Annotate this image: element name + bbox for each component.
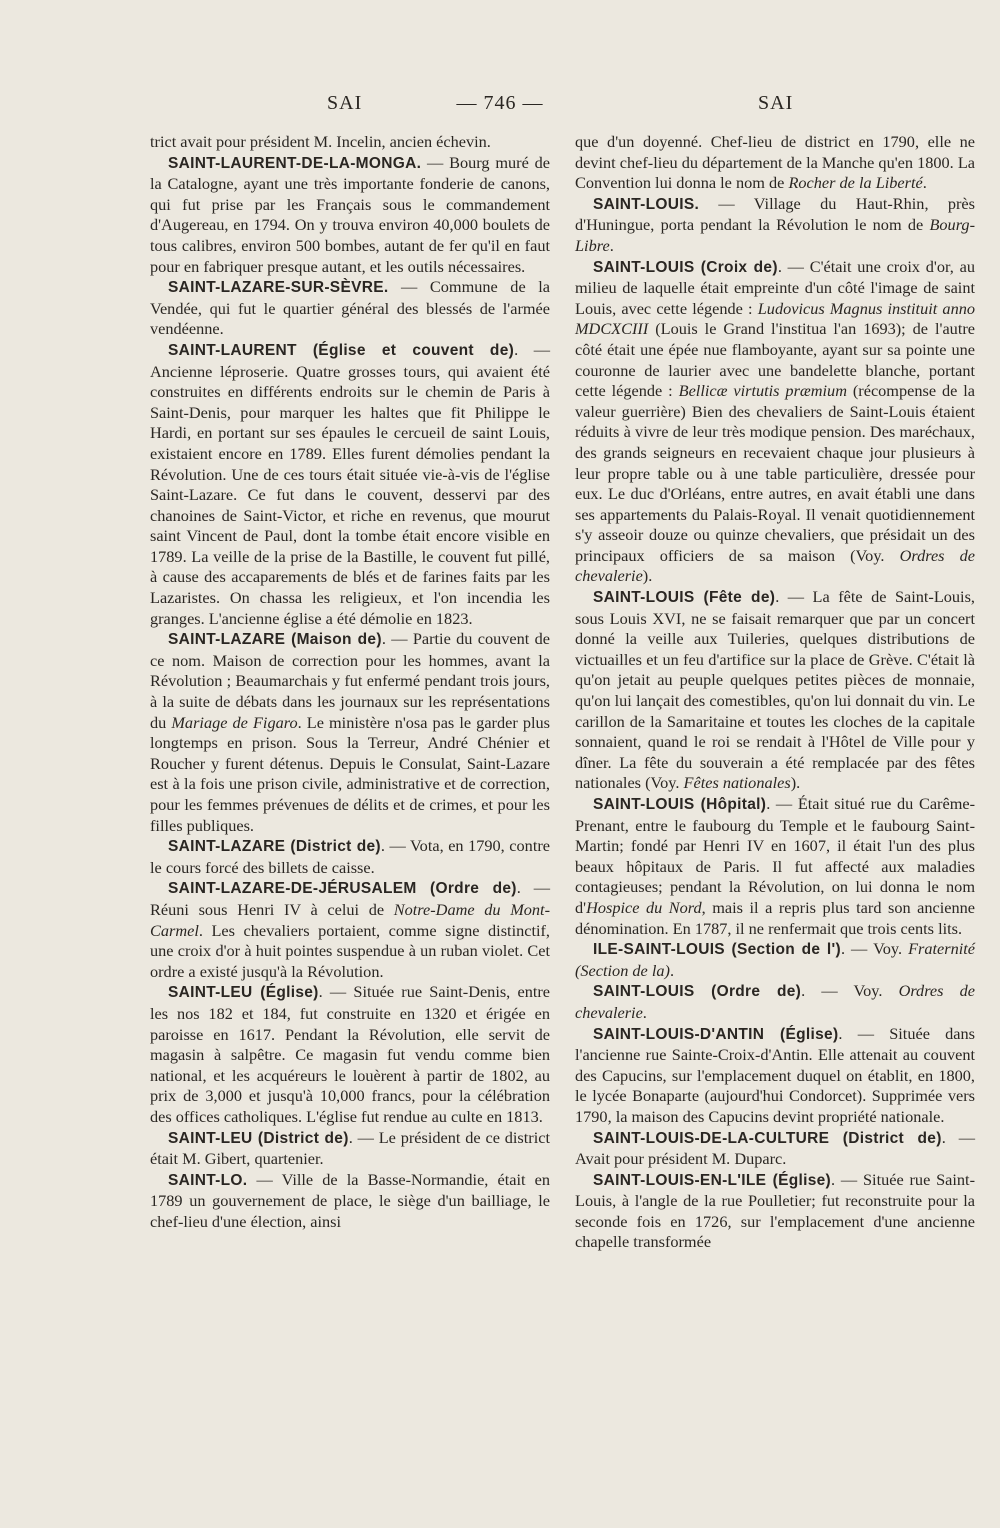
- italic-reference: Fraternité (Section de la): [575, 939, 975, 980]
- entry-headword: SAINT-LOUIS.: [593, 195, 700, 213]
- dictionary-entry: [575, 257, 975, 588]
- dictionary-entry: [150, 277, 550, 340]
- entry-text: . — C'était une croix d'or, au milieu de laquelle était empreinte d'un côté l'image de saint Louis, avec cette légende :: [575, 256, 975, 318]
- entry-text: . — Ancienne léproserie. Quatre grosses tours, qui avaient été construites en différents endroits sur le chemin de Paris à Saint-Denis, pour marquer les haltes que fit Philippe le Hardi, en portant sur ses épaules le cercueil de saint Louis, existaient encore en 1789. Elles furent démolies pendant la Révolution. Une de ces tours était située vie-à-vis de l'église Saint-Lazare. Ce fut dans le couvent, desservi par des chanoines de Saint-Victor, et riche en revenus, que mourut saint Vincent de Paul, dont la tombe était encore visible en 1789. La veille de la prise de la Bastille, le couvent fut pillé, à cause des accaparements de blés et de farines faits par les Lazaristes. On chassa les religieux, et l'on incendia les granges. L'ancienne église a été démolie en 1823.: [150, 339, 550, 628]
- entry-text: que d'un doyenné. Chef-lieu de district en 1790, elle ne devint chef-lieu du département de la Manche qu'en 1800. La Convention lui donna le nom de: [575, 132, 975, 193]
- entry-text: ).: [642, 566, 653, 586]
- italic-reference: Ordres de chevalerie: [575, 981, 975, 1022]
- entry-headword: ILE-SAINT-LOUIS (Section de l'): [593, 941, 841, 959]
- italic-reference: Ludovicus Magnus instituit anno MDCXCIII: [575, 298, 975, 339]
- italic-reference: Bourg-Libre: [575, 215, 975, 255]
- running-header: [0, 92, 1000, 122]
- entry-text: trict avait pour président M. Incelin, ancien échevin.: [150, 132, 491, 151]
- dictionary-entry: [575, 939, 975, 981]
- italic-reference: Mariage de Figaro: [171, 712, 298, 732]
- dictionary-entry: [150, 836, 550, 878]
- entry-headword: SAINT-LAZARE (Maison de): [168, 631, 382, 649]
- entry-text: . — Voy.: [801, 981, 899, 1001]
- entry-text: — Village du Haut-Rhin, près d'Huningue, porta pendant la Révolution le nom de: [575, 193, 975, 235]
- header-left-keyword: SAI: [327, 92, 363, 114]
- dictionary-entry: [150, 1170, 550, 1233]
- dictionary-entry: [575, 1024, 975, 1128]
- entry-headword: SAINT-LOUIS (Fête de): [593, 589, 776, 607]
- dictionary-entry: [575, 194, 975, 257]
- entry-headword: SAINT-LAZARE-SUR-SÈVRE.: [168, 279, 389, 297]
- entry-headword: SAINT-LAZARE-DE-JÉRUSALEM (Ordre de): [168, 880, 517, 898]
- entry-headword: SAINT-LAURENT-DE-LA-MONGA.: [168, 154, 422, 172]
- entry-headword: SAINT-LAZARE (District de): [168, 838, 381, 856]
- entry-headword: SAINT-LEU (District de): [168, 1129, 349, 1147]
- dictionary-entry: [575, 1128, 975, 1170]
- italic-reference: Bellicæ virtutis præmium: [678, 381, 847, 401]
- entry-text: . — La fête de Saint-Louis, sous Louis XVI, ne se faisait remarquer que par un concert donné la veille aux Tuileries, quelques distributions de victuailles et un feu d'artifice sur la place de Grève. C'était là qu'on jetait au peuple quelques petites pièces de monnaie, qu'on lui lançait des comestibles, qu'on lui donnait du vin. Le carillon de la Samaritaine et toutes les cloches de la capitale sonnaient, quand le roi se rendait à l'Hôtel de Ville pour y dîner. La fête du souverain a été remplacée par des fêtes nationales (Voy.: [575, 587, 975, 793]
- entry-headword: SAINT-LOUIS (Ordre de): [593, 983, 802, 1001]
- dictionary-entry: [575, 587, 975, 794]
- entry-headword: SAINT-LOUIS-EN-L'ILE (Église): [593, 1171, 832, 1189]
- entry-text: .: [609, 235, 614, 255]
- dictionary-entry: [575, 1170, 975, 1253]
- dictionary-entry: [150, 153, 550, 278]
- entry-headword: SAINT-LOUIS (Hôpital): [593, 796, 767, 813]
- entry-text: .: [642, 1002, 647, 1022]
- header-right-keyword: SAI: [758, 92, 794, 114]
- entry-text: . — Située rue Saint-Louis, à l'angle de la rue Poulletier; fut reconstruite pour la seconde fois en 1726, sur l'emplacement d'une ancienne chapelle transformée: [575, 1169, 976, 1252]
- italic-reference: Notre-Dame du Mont-Carmel: [150, 899, 550, 940]
- entry-text: . — Avait pour président M. Duparc.: [575, 1127, 976, 1169]
- dictionary-entry: [575, 981, 975, 1023]
- page-number: — 746 —: [456, 92, 544, 114]
- dictionary-entry: [150, 878, 550, 982]
- entry-text: . — Située rue Saint-Denis, entre les nos 182 et 184, fut construite en 1320 et érigée en paroisse en 1617. Pendant la Révolution, elle servit de magasin à salpêtre. Ce magasin fut vendu comme bien national, et les acquéreurs le louèrent à partir de 1802, au prix de 3,000 et jusqu'à 10,000 francs, pour la célébration des offices catholiques. L'église fut rendue au culte en 1813.: [150, 982, 551, 1126]
- entry-headword: SAINT-LOUIS-DE-LA-CULTURE (District de): [593, 1129, 942, 1147]
- italic-reference: Rocher de la Liberté: [788, 173, 923, 193]
- right-column: [575, 132, 975, 1253]
- dictionary-entry: [150, 132, 550, 153]
- left-column: [150, 132, 550, 1232]
- entry-text: , mais il a repris plus tard son ancienne dénomination. En 1787, il ne renfermait que trois cents lits.: [575, 897, 975, 938]
- dictionary-entry: [575, 132, 975, 194]
- entry-headword: SAINT-LEU (Église): [168, 984, 319, 1002]
- entry-text: — Ville de la Basse-Normandie, était en 1789 un gouvernement de place, le siège d'un bailliage, le chef-lieu d'une élection, ainsi: [150, 1169, 550, 1231]
- dictionary-entry: [150, 982, 550, 1127]
- italic-reference: Hospice du Nord: [586, 897, 702, 917]
- entry-text: .: [922, 173, 927, 193]
- entry-text: . — Voy.: [840, 939, 909, 959]
- entry-text: (Louis le Grand l'institua l'an 1693); de l'autre côté était une épée nue flamboyante, ayant sur sa pointe une couronne de laurier avec une bandelette blanche, portant cette légende :: [575, 319, 975, 401]
- dictionary-entry: [150, 340, 550, 629]
- entry-text: . Le ministère n'osa pas le garder plus longtemps en prison. Sous la Terreur, André Chénier et Roucher y furent détenus. Depuis le Consulat, Saint-Lazare est à la fois une prison civile, administrative et de correction, pour les femmes prévenues de délits et de crimes, et pour les filles publiques.: [150, 712, 550, 835]
- entry-text: . Les chevaliers portaient, comme signe distinctif, une croix d'or à huit pointes suspendue à un ruban violet. Cet ordre a existé jusqu'à la Révolution.: [150, 920, 550, 981]
- entry-headword: SAINT-LOUIS-D'ANTIN (Église): [593, 1025, 839, 1043]
- italic-reference: Fêtes nationales: [683, 773, 791, 793]
- entry-text: — Bourg muré de la Catalogne, ayant une très importante fonderie de canons, qui fut prise par les Français sous le commandement d'Augereau, en 1794. On y trouva environ 40,000 boulets de tous calibres, environ 500 bombes, autant de fer qu'il en faut pour en fabriquer presque autant, et les outils nécessaires.: [150, 152, 550, 276]
- entry-text: . — Était situé rue du Carême-Prenant, entre le faubourg du Temple et le faubourg Saint-Martin; fondé par Henri IV en 1607, il était l'un des plus beaux hôpitaux de Paris. Il fut affecté aux maladies contagieuses; pendant la Révolution, on lui donna le nom d': [575, 794, 976, 917]
- dictionary-entry: [150, 1128, 550, 1170]
- entry-text: .: [669, 960, 675, 980]
- entry-text: . — Partie du couvent de ce nom. Maison de correction pour les hommes, avant la Révolution ; Beaumarchais y fut enfermé pendant trois jours, à la suite de débats dans les journaux sur les représentations du: [150, 629, 550, 732]
- italic-reference: Ordres de chevalerie: [575, 545, 975, 586]
- dictionary-entry: [150, 629, 550, 836]
- entry-headword: SAINT-LO.: [168, 1171, 248, 1189]
- entry-text: . — Vota, en 1790, contre le cours forcé des billets de caisse.: [150, 836, 550, 877]
- entry-text: . — Le président de ce district était M. Gibert, quartenier.: [150, 1127, 550, 1169]
- dictionary-entry: [575, 794, 975, 939]
- entry-headword: SAINT-LAURENT (Église et couvent de): [168, 341, 515, 359]
- entry-text: ).: [790, 773, 801, 793]
- entry-text: — Commune de la Vendée, qui fut le quartier général des blessés de l'armée vendéenne.: [150, 277, 550, 339]
- entry-headword: SAINT-LOUIS (Croix de): [593, 258, 778, 276]
- entry-text: . — Située dans l'ancienne rue Sainte-Croix-d'Antin. Elle attenait au couvent des Capucins, sur l'emplacement duquel on établit, en 1800, le lycée Bonaparte (aujourd'hui Condorcet). Supprimée vers 1790, la maison des Capucins devint propriété nationale.: [575, 1023, 975, 1126]
- entry-text: (récompense de la valeur guerrière) Bien des chevaliers de Saint-Louis étaient réduits à vivre de leur très modique pension. Des maréchaux, des grands seigneurs en recevaient chaque jour plusieurs à leur propre table ou à une table particulière, dressée pour eux. Le duc d'Orléans, entre autres, en avait établi une dans ses appartements du Palais-Royal. Il venait quotidiennement s'y asseoir douze ou quinze chevaliers, que présidait un des principaux officiers de sa maison (Voy.: [575, 381, 975, 565]
- entry-text: . — Réuni sous Henri IV à celui de: [150, 878, 550, 919]
